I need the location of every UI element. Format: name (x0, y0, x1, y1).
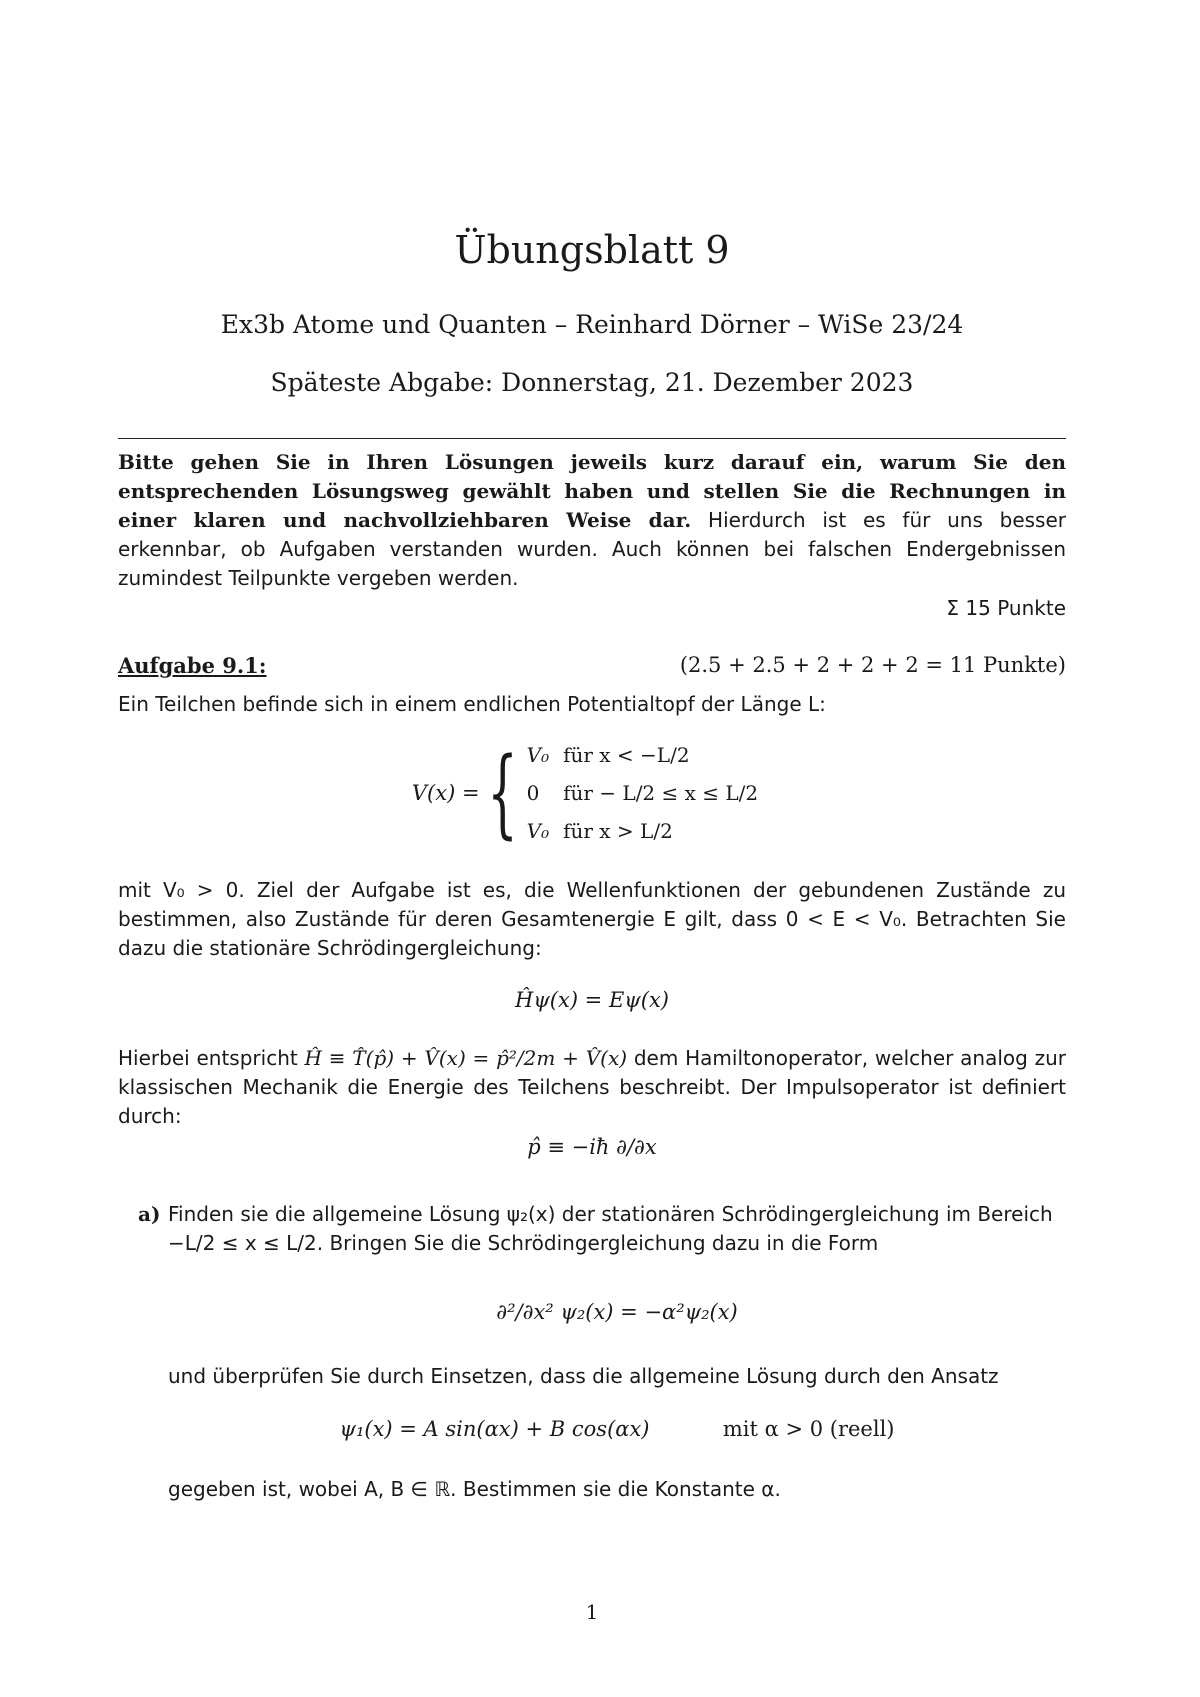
bound-states-paragraph: mit V₀ > 0. Ziel der Aufgabe ist es, die Wellenfunktionen der gebundenen Zustände zu bestimmen, also Zustände für deren Gesamtenergie E gilt, dass 0 < E < V₀. Betrachten Sie dazu die stationäre Schrödingergleichung: (118, 878, 1066, 960)
ansatz-line (168, 1417, 1066, 1441)
brace-symbol: { (486, 737, 518, 849)
potential-lhs: V(x) = (411, 781, 480, 805)
hamilton-text-b: dem Hamiltonoperator, welcher analog zur klassischen Mechanik die Energie des Teilchens beschreibt. Der Impulsoperator ist definiert durch: (118, 1046, 1067, 1128)
course-subtitle: Ex3b Atome und Quanten – Reinhard Dörner – WiSe 23/24 (220, 310, 964, 339)
potential-cases (525, 735, 773, 851)
schroedinger-equation: Ĥψ(x) = Eψ(x) (515, 988, 669, 1012)
case-value: V₀ (526, 819, 550, 843)
case-row (527, 775, 771, 811)
differential-form: ∂²/∂x² ψ₂(x) = −α²ψ₂(x) (496, 1300, 738, 1324)
sheet-title: Übungsblatt 9 (454, 228, 730, 272)
task-name: Aufgabe 9.1: (118, 653, 267, 678)
hamilton-formula: Ĥ ≡ T̂(p̂) + V̂(x) = p̂²/2m + V̂(x) (304, 1046, 628, 1070)
task-header (118, 653, 1066, 678)
instructions-text: Hierdurch ist es für uns besser erkennbar, ob Aufgaben verstanden wurden. Auch können bei falschen Endergebnissen zumindest Teilpunkte vergeben werden. (118, 508, 1066, 590)
momentum-operator: p̂ ≡ −iħ ∂/∂x (527, 1135, 657, 1159)
task-intro: Ein Teilchen befinde sich in einem endlichen Potentialtopf der Länge L: (118, 692, 826, 716)
case-row (527, 813, 771, 849)
instructions-paragraph (118, 448, 1066, 593)
case-row (527, 737, 771, 773)
potential-equation (118, 735, 1066, 851)
total-points: Σ 15 Punkte (946, 596, 1066, 620)
instructions-bold: Bitte gehen Sie in Ihren Lösungen jeweils kurz darauf ein, warum Sie den entsprechenden Lösungsweg gewählt haben und stellen Sie die Rechnungen in einer klaren und nachvollziehbaren Weise dar. (118, 450, 1066, 532)
task-points: (2.5 + 2.5 + 2 + 2 + 2 = 11 Punkte) (679, 653, 1066, 677)
hamilton-paragraph (118, 1044, 1066, 1131)
ansatz-formula: ψ₁(x) = A sin(αx) + B cos(αx) (339, 1417, 650, 1441)
case-value: 0 (526, 781, 540, 805)
case-value: V₀ (526, 743, 550, 767)
page-number: 1 (585, 1600, 599, 1624)
case-condition: für − L/2 ≤ x ≤ L/2 (563, 781, 759, 805)
check-text: und überprüfen Sie durch Einsetzen, dass die allgemeine Lösung durch den Ansatz (168, 1364, 999, 1388)
document-page (118, 0, 1066, 1697)
part-a (138, 1200, 1066, 1258)
part-a-label: a) (138, 1202, 161, 1226)
ansatz-condition: mit α > 0 (reell) (722, 1417, 895, 1441)
final-text: gegeben ist, wobei A, B ∈ ℝ. Bestimmen sie die Konstante α. (168, 1477, 781, 1501)
horizontal-rule (118, 438, 1066, 439)
hamilton-text-a: Hierbei entspricht (118, 1046, 305, 1070)
case-condition: für x > L/2 (563, 819, 673, 843)
case-condition: für x < −L/2 (563, 743, 690, 767)
part-a-text: Finden sie die allgemeine Lösung ψ₂(x) der stationären Schrödingergleichung im Bereich −L/2 ≤ x ≤ L/2. Bringen Sie die Schrödingergleichung dazu in die Form (168, 1202, 1053, 1255)
deadline: Späteste Abgabe: Donnerstag, 21. Dezember 2023 (270, 368, 914, 397)
